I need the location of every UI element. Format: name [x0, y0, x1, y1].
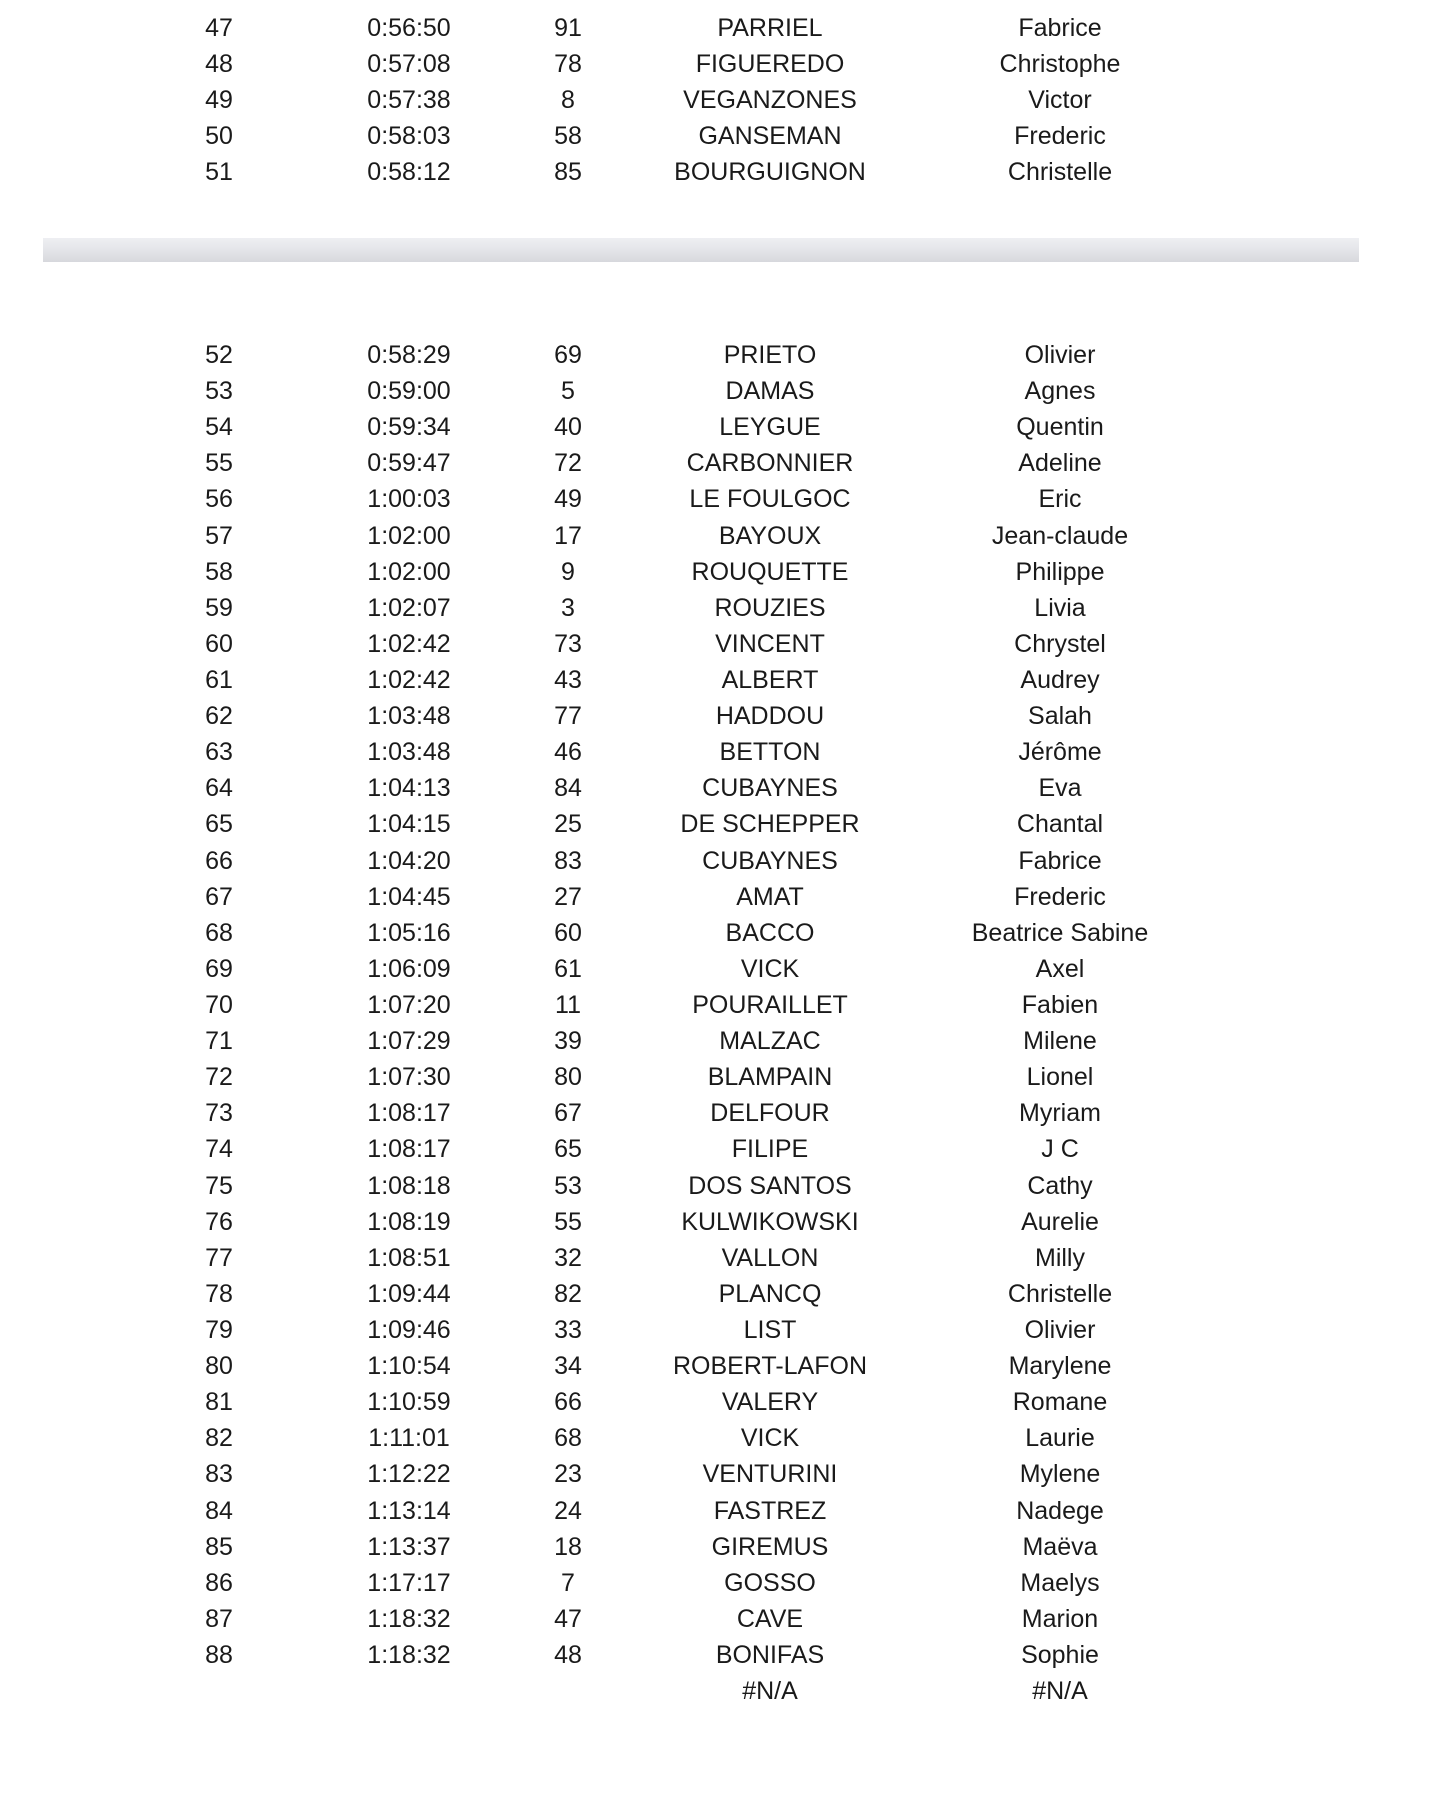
cell-first-name: Lionel — [1026, 1063, 1094, 1092]
cell-first-name: Adeline — [1018, 449, 1102, 478]
cell-last-name: AMAT — [736, 882, 804, 911]
table-row — [0, 445, 1440, 481]
table-row — [0, 698, 1440, 734]
cell-time: 1:06:09 — [367, 954, 451, 983]
cell-first-name: Fabrice — [1018, 14, 1102, 42]
cell-first-name: Christophe — [999, 50, 1121, 79]
cell-last-name: DE SCHEPPER — [680, 810, 860, 839]
cell-bib: 73 — [554, 629, 582, 658]
table-row — [0, 118, 1440, 154]
cell-bib: 85 — [554, 158, 582, 187]
cell-bib: 27 — [554, 882, 582, 911]
cell-rank: 74 — [205, 1135, 233, 1164]
table-row — [0, 1420, 1440, 1456]
table-row — [0, 1601, 1440, 1637]
cell-time: 1:17:17 — [367, 1568, 451, 1597]
cell-bib: 33 — [554, 1315, 582, 1344]
cell-rank: 70 — [205, 990, 233, 1019]
cell-bib: 3 — [561, 593, 575, 622]
cell-first-name: Christelle — [1007, 1279, 1113, 1308]
cell-last-name: DELFOUR — [710, 1099, 830, 1128]
cell-bib: 47 — [554, 1604, 582, 1633]
table-row — [0, 1384, 1440, 1420]
cell-time: 1:12:22 — [367, 1460, 451, 1489]
table-row — [0, 409, 1440, 445]
cell-time: 1:05:16 — [367, 918, 451, 947]
cell-last-name: VALERY — [721, 1388, 819, 1417]
table-row — [0, 1493, 1440, 1529]
cell-last-name: BLAMPAIN — [707, 1063, 833, 1092]
cell-last-name: BOURGUIGNON — [674, 158, 866, 187]
cell-rank: 73 — [205, 1099, 233, 1128]
cell-rank: 54 — [205, 413, 233, 442]
table-row — [0, 1059, 1440, 1095]
cell-rank: 66 — [205, 846, 233, 875]
cell-rank: 63 — [205, 738, 233, 767]
cell-time: 0:57:08 — [367, 50, 451, 79]
cell-first-name: Myriam — [1019, 1099, 1101, 1128]
cell-first-name: Philippe — [1015, 557, 1105, 586]
cell-rank: 57 — [205, 521, 233, 550]
cell-time: 1:02:00 — [367, 521, 451, 550]
cell-rank: 67 — [205, 882, 233, 911]
table-row — [0, 626, 1440, 662]
cell-rank: 87 — [205, 1604, 233, 1633]
cell-time: 1:07:30 — [367, 1063, 451, 1092]
cell-time: 1:09:44 — [367, 1279, 451, 1308]
cell-first-name: Olivier — [1024, 1315, 1096, 1344]
table-row — [0, 1637, 1440, 1673]
table-row — [0, 1348, 1440, 1384]
cell-bib: 23 — [554, 1460, 582, 1489]
table-row — [0, 337, 1440, 373]
cell-rank: 72 — [205, 1063, 233, 1092]
cell-time: 0:59:00 — [367, 377, 451, 406]
table-row — [0, 1023, 1440, 1059]
cell-rank: 64 — [205, 774, 233, 803]
cell-first-name: Mylene — [1019, 1460, 1101, 1489]
cell-first-name: Olivier — [1024, 341, 1096, 369]
cell-bib: 25 — [554, 810, 582, 839]
cell-first-name: Aurelie — [1021, 1207, 1099, 1236]
table-row — [0, 1456, 1440, 1492]
cell-rank: 88 — [205, 1640, 233, 1669]
results-table-bottom — [0, 337, 1440, 1709]
table-row — [0, 770, 1440, 806]
cell-rank: 82 — [205, 1424, 233, 1453]
cell-bib: 48 — [554, 1640, 582, 1669]
cell-last-name: LE FOULGOC — [689, 485, 851, 514]
table-row — [0, 951, 1440, 987]
cell-last-name: DOS SANTOS — [688, 1171, 852, 1200]
cell-time: 1:04:13 — [367, 774, 451, 803]
cell-time: 0:58:29 — [367, 341, 451, 369]
cell-bib: 72 — [554, 449, 582, 478]
cell-first-name: Fabien — [1021, 990, 1099, 1019]
cell-bib: 82 — [554, 1279, 582, 1308]
cell-last-name: GOSSO — [724, 1568, 816, 1597]
cell-rank: 55 — [205, 449, 233, 478]
cell-bib: 69 — [554, 341, 582, 369]
page-break-divider — [43, 238, 1359, 262]
cell-last-name: PRIETO — [723, 341, 817, 369]
cell-first-name: Nadege — [1016, 1496, 1104, 1525]
cell-time: 1:03:48 — [367, 738, 451, 767]
cell-rank: 51 — [205, 158, 233, 187]
cell-bib: 5 — [561, 377, 575, 406]
cell-time: 1:04:20 — [367, 846, 451, 875]
cell-time: 0:59:47 — [367, 449, 451, 478]
cell-last-name: CAVE — [736, 1604, 804, 1633]
table-row — [0, 734, 1440, 770]
cell-bib: 11 — [555, 990, 581, 1019]
table-row — [0, 1565, 1440, 1601]
cell-last-name: HADDOU — [715, 702, 825, 731]
cell-last-name: FILIPE — [731, 1135, 809, 1164]
cell-last-name: BONIFAS — [715, 1640, 825, 1669]
cell-first-name: Christelle — [1007, 158, 1113, 187]
cell-time: 0:59:34 — [367, 413, 451, 442]
cell-rank: 84 — [205, 1496, 233, 1525]
cell-last-name: MALZAC — [719, 1027, 821, 1056]
cell-bib: 9 — [561, 557, 575, 586]
cell-last-name: ROUZIES — [714, 593, 826, 622]
cell-first-name: Fabrice — [1018, 846, 1102, 875]
cell-bib: 55 — [554, 1207, 582, 1236]
cell-last-name: DAMAS — [725, 377, 815, 406]
cell-last-name: BETTON — [719, 738, 821, 767]
cell-bib: 80 — [554, 1063, 582, 1092]
table-row — [0, 915, 1440, 951]
cell-last-name: VICK — [740, 954, 800, 983]
table-row — [0, 154, 1440, 190]
cell-bib: 40 — [554, 413, 582, 442]
cell-last-name: CUBAYNES — [702, 846, 838, 875]
table-row — [0, 1312, 1440, 1348]
cell-rank: 60 — [205, 629, 233, 658]
cell-time: 1:07:20 — [367, 990, 451, 1019]
cell-rank: 68 — [205, 918, 233, 947]
cell-first-name: Livia — [1034, 593, 1086, 622]
cell-last-name: VEGANZONES — [683, 86, 857, 115]
table-row — [0, 373, 1440, 409]
cell-time: 1:13:37 — [367, 1532, 451, 1561]
cell-last-name: BACCO — [725, 918, 815, 947]
cell-rank: 78 — [205, 1279, 233, 1308]
cell-time: 1:07:29 — [367, 1027, 451, 1056]
cell-bib: 53 — [554, 1171, 582, 1200]
cell-bib: 8 — [561, 86, 575, 115]
cell-last-name: FASTREZ — [713, 1496, 827, 1525]
cell-first-name: Audrey — [1020, 665, 1100, 694]
table-row — [0, 806, 1440, 842]
cell-time: 1:08:17 — [367, 1099, 451, 1128]
table-row — [0, 46, 1440, 82]
cell-last-name: VINCENT — [715, 629, 825, 658]
cell-time: 1:08:19 — [367, 1207, 451, 1236]
cell-first-name: Eric — [1038, 485, 1082, 514]
cell-bib: 24 — [554, 1496, 582, 1525]
cell-rank: 81 — [205, 1388, 233, 1417]
cell-rank: 56 — [205, 485, 233, 514]
cell-rank: 83 — [205, 1460, 233, 1489]
cell-bib: 66 — [554, 1388, 582, 1417]
table-row — [0, 1276, 1440, 1312]
cell-time: 1:08:51 — [367, 1243, 451, 1272]
cell-first-name: Milly — [1035, 1243, 1085, 1272]
cell-bib: 18 — [554, 1532, 582, 1561]
cell-time: 1:11:01 — [368, 1424, 450, 1453]
cell-bib: 67 — [554, 1099, 582, 1128]
cell-first-name: Agnes — [1024, 377, 1096, 406]
cell-rank: 53 — [205, 377, 233, 406]
cell-rank: 50 — [205, 122, 233, 151]
cell-bib: 61 — [554, 954, 582, 983]
cell-last-name: LEYGUE — [719, 413, 821, 442]
cell-first-name: Sophie — [1021, 1640, 1099, 1669]
cell-bib: 32 — [554, 1243, 582, 1272]
cell-first-name: Eva — [1038, 774, 1082, 803]
cell-first-name: Cathy — [1027, 1171, 1093, 1200]
cell-bib: 77 — [554, 702, 582, 731]
cell-last-name: GIREMUS — [711, 1532, 829, 1561]
cell-time: 0:57:38 — [367, 86, 451, 115]
cell-rank: 75 — [205, 1171, 233, 1200]
cell-bib: 83 — [554, 846, 582, 875]
cell-bib: 46 — [554, 738, 582, 767]
cell-first-name: Laurie — [1025, 1424, 1095, 1453]
cell-rank: 79 — [205, 1315, 233, 1344]
cell-rank: 85 — [205, 1532, 233, 1561]
cell-first-name: Jean-claude — [991, 521, 1129, 550]
cell-last-name: LIST — [743, 1315, 797, 1344]
cell-bib: 7 — [561, 1568, 575, 1597]
cell-bib: 17 — [554, 521, 582, 550]
cell-time: 1:02:00 — [367, 557, 451, 586]
cell-first-name: Salah — [1028, 702, 1092, 731]
table-row — [0, 82, 1440, 118]
cell-first-name: Chrystel — [1014, 629, 1106, 658]
cell-time: 1:13:14 — [367, 1496, 451, 1525]
cell-bib: 49 — [554, 485, 582, 514]
table-row — [0, 662, 1440, 698]
cell-time: 0:58:03 — [367, 122, 451, 151]
table-row — [0, 1168, 1440, 1204]
cell-time: 0:56:50 — [367, 14, 451, 42]
cell-rank: 76 — [205, 1207, 233, 1236]
cell-time: 1:04:45 — [367, 882, 451, 911]
cell-last-name: VENTURINI — [702, 1460, 838, 1489]
cell-last-name: CUBAYNES — [702, 774, 838, 803]
cell-first-name: Jérôme — [1018, 738, 1102, 767]
cell-rank: 58 — [205, 557, 233, 586]
cell-first-name: J C — [1041, 1135, 1079, 1164]
cell-bib: 34 — [554, 1352, 582, 1381]
table-row — [0, 1240, 1440, 1276]
cell-first-name: Victor — [1028, 86, 1092, 115]
cell-rank: 52 — [205, 341, 233, 369]
cell-time: 1:03:48 — [367, 702, 451, 731]
cell-rank: 80 — [205, 1352, 233, 1381]
cell-first-name: Maëva — [1022, 1532, 1098, 1561]
cell-first-name: Frederic — [1014, 882, 1106, 911]
table-row — [0, 879, 1440, 915]
cell-first-name: Marylene — [1008, 1352, 1112, 1381]
cell-last-name: ALBERT — [721, 665, 819, 694]
cell-time: 1:09:46 — [367, 1315, 451, 1344]
cell-last-name: VALLON — [721, 1243, 819, 1272]
cell-rank: 49 — [205, 86, 233, 115]
cell-bib: 78 — [554, 50, 582, 79]
cell-last-name: PARRIEL — [717, 14, 823, 42]
cell-rank: 77 — [205, 1243, 233, 1272]
cell-first-name: Chantal — [1016, 810, 1104, 839]
cell-last-name: ROBERT-LAFON — [672, 1352, 868, 1381]
cell-last-name: CARBONNIER — [686, 449, 854, 478]
cell-time: 1:08:17 — [367, 1135, 451, 1164]
table-row — [0, 843, 1440, 879]
cell-rank: 62 — [205, 702, 233, 731]
cell-last-name: PLANCQ — [718, 1279, 822, 1308]
cell-last-name: KULWIKOWSKI — [681, 1207, 859, 1236]
cell-first-name: Marion — [1021, 1604, 1099, 1633]
cell-last-name: FIGUEREDO — [695, 50, 845, 79]
cell-time: 0:58:12 — [367, 158, 451, 187]
table-row — [0, 554, 1440, 590]
cell-last-name: POURAILLET — [692, 990, 848, 1019]
cell-bib: 68 — [554, 1424, 582, 1453]
cell-time: 1:04:15 — [367, 810, 451, 839]
table-row — [0, 10, 1440, 46]
cell-first-name: Frederic — [1014, 122, 1106, 151]
cell-bib: 43 — [554, 665, 582, 694]
table-row — [0, 590, 1440, 626]
cell-last-name: #N/A — [742, 1677, 798, 1706]
cell-rank: 48 — [205, 50, 233, 79]
cell-first-name: Maelys — [1020, 1568, 1100, 1597]
cell-rank: 71 — [205, 1027, 233, 1056]
cell-rank: 65 — [205, 810, 233, 839]
results-table-top — [0, 10, 1440, 190]
cell-time: 1:18:32 — [367, 1604, 451, 1633]
cell-time: 1:02:42 — [367, 665, 451, 694]
cell-last-name: VICK — [740, 1424, 800, 1453]
cell-time: 1:08:18 — [367, 1171, 451, 1200]
cell-last-name: GANSEMAN — [698, 122, 842, 151]
table-row — [0, 518, 1440, 554]
cell-first-name: Quentin — [1016, 413, 1104, 442]
cell-first-name: Beatrice Sabine — [971, 918, 1149, 947]
cell-bib: 58 — [554, 122, 582, 151]
cell-bib: 65 — [554, 1135, 582, 1164]
cell-bib: 60 — [554, 918, 582, 947]
cell-time: 1:10:54 — [367, 1352, 451, 1381]
cell-bib: 39 — [554, 1027, 582, 1056]
cell-rank: 69 — [205, 954, 233, 983]
table-row-trailer — [0, 1673, 1440, 1709]
cell-bib: 91 — [554, 14, 582, 42]
table-row — [0, 481, 1440, 517]
table-row — [0, 1529, 1440, 1565]
cell-time: 1:18:32 — [367, 1640, 451, 1669]
cell-rank: 47 — [205, 14, 233, 42]
cell-time: 1:02:07 — [367, 593, 451, 622]
cell-time: 1:02:42 — [367, 629, 451, 658]
cell-first-name: Romane — [1012, 1388, 1108, 1417]
table-row — [0, 987, 1440, 1023]
cell-rank: 86 — [205, 1568, 233, 1597]
table-row — [0, 1095, 1440, 1131]
cell-first-name: #N/A — [1032, 1677, 1088, 1706]
cell-first-name: Axel — [1035, 954, 1085, 983]
cell-first-name: Milene — [1023, 1027, 1097, 1056]
cell-time: 1:00:03 — [367, 485, 451, 514]
cell-rank: 61 — [205, 665, 233, 694]
cell-last-name: ROUQUETTE — [691, 557, 849, 586]
cell-bib: 84 — [554, 774, 582, 803]
table-row — [0, 1204, 1440, 1240]
cell-rank: 59 — [205, 593, 233, 622]
table-row — [0, 1131, 1440, 1167]
cell-last-name: BAYOUX — [718, 521, 822, 550]
cell-time: 1:10:59 — [367, 1388, 451, 1417]
